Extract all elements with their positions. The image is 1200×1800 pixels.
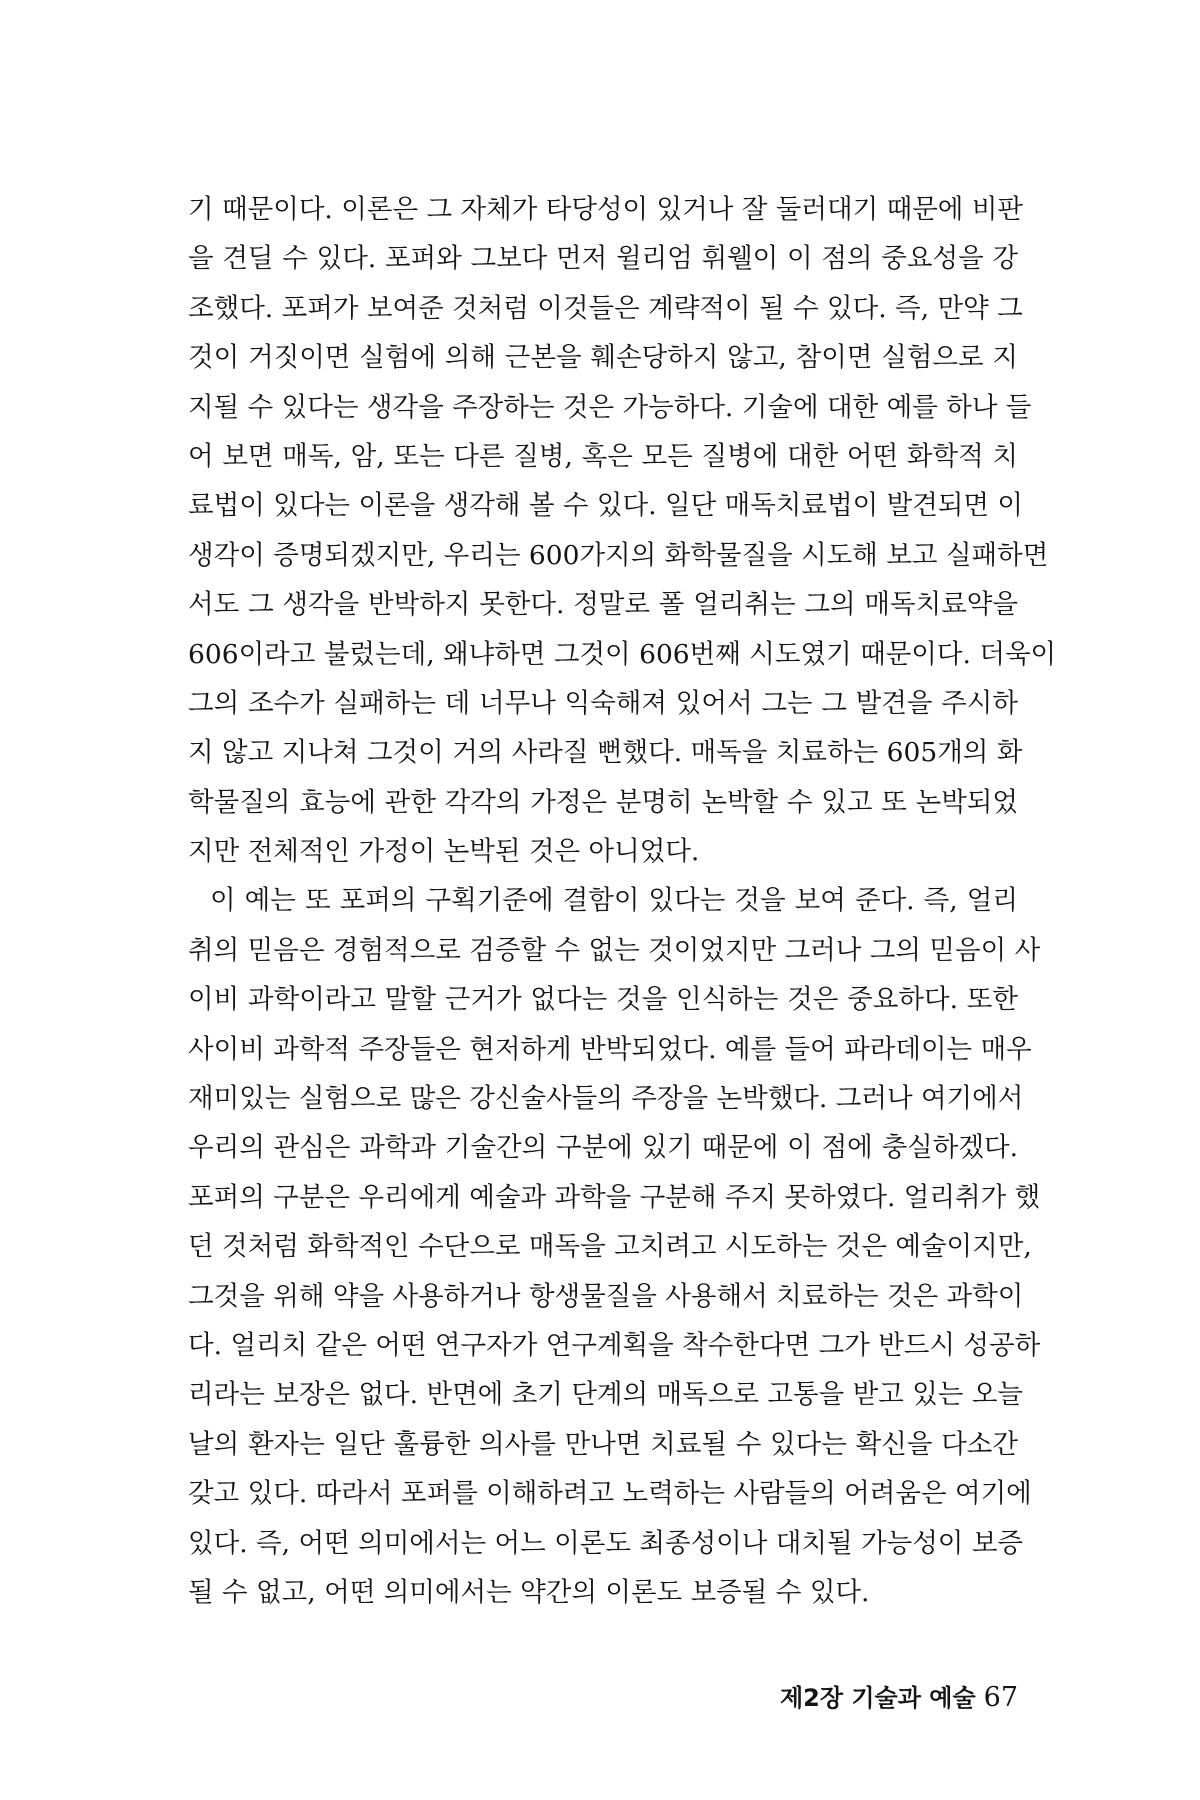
text-line: 그의 조수가 실패하는 데 너무나 익숙해져 있어서 그는 그 발견을 주시하 <box>188 687 1018 719</box>
text-line: 재미있는 실험으로 많은 강신술사들의 주장을 논박했다. 그러나 여기에서 <box>188 1083 1024 1115</box>
text-line: 갖고 있다. 따라서 포퍼를 이해하려고 노력하는 사람들의 어려움은 여기에 <box>188 1478 1032 1510</box>
chapter-title: 제2장 기술과 예술 <box>779 1684 976 1712</box>
text-line: 리라는 보장은 없다. 반면에 초기 단계의 매독으로 고통을 받고 있는 오늘 <box>188 1379 1024 1411</box>
text-line: 다. 얼리치 같은 어떤 연구자가 연구계획을 착수한다면 그가 반드시 성공하 <box>188 1329 1041 1361</box>
paragraph-1 <box>188 185 1057 876</box>
text-line: 어 보면 매독, 암, 또는 다른 질병, 혹은 모든 질병에 대한 어떤 화학적 치 <box>188 440 1018 472</box>
text-line: 조했다. 포퍼가 보여준 것처럼 이것들은 계략적이 될 수 있다. 즉, 만약 그 <box>188 292 1023 324</box>
text-line: 될 수 없고, 어떤 의미에서는 약간의 이론도 보증될 수 있다. <box>188 1576 870 1608</box>
text-line: 생각이 증명되겠지만, 우리는 600가지의 화학물질을 시도해 보고 실패하면 <box>188 539 1049 571</box>
paragraph-2 <box>188 876 1041 1617</box>
text-line: 료법이 있다는 이론을 생각해 볼 수 있다. 일단 매독치료법이 발견되면 이 <box>188 490 1024 522</box>
text-line: 우리의 관심은 과학과 기술간의 구분에 있기 때문에 이 점에 충실하겠다. <box>188 1132 1018 1164</box>
text-line: 을 견딜 수 있다. 포퍼와 그보다 먼저 윌리엄 휘웰이 이 점의 중요성을 강 <box>188 243 1018 275</box>
text-line: 던 것처럼 화학적인 수단으로 매독을 고치려고 시도하는 것은 예술이지만, <box>188 1231 1032 1263</box>
text-line: 이 예는 또 포퍼의 구획기준에 결함이 있다는 것을 보여 준다. 즉, 얼리 <box>210 885 1018 917</box>
text-line: 그것을 위해 약을 사용하거나 항생물질을 사용해서 치료하는 것은 과학이 <box>188 1280 1024 1312</box>
text-line: 서도 그 생각을 반박하지 못한다. 정말로 폴 얼리취는 그의 매독치료약을 <box>188 589 1018 621</box>
text-line: 것이 거짓이면 실험에 의해 근본을 훼손당하지 않고, 참이면 실험으로 지 <box>188 342 1018 374</box>
page-footer <box>640 1678 1018 1713</box>
text-line: 606이라고 불렀는데, 왜냐하면 그것이 606번째 시도였기 때문이다. 더욱이 <box>188 638 1057 670</box>
text-line: 기 때문이다. 이론은 그 자체가 타당성이 있거나 잘 둘러대기 때문에 비판 <box>188 194 1024 225</box>
text-line: 있다. 즉, 어떤 의미에서는 어느 이론도 최종성이나 대치될 가능성이 보증 <box>188 1527 1024 1559</box>
text-line: 학물질의 효능에 관한 각각의 가정은 분명히 논박할 수 있고 또 논박되었 <box>188 786 1018 818</box>
text-line: 지만 전체적인 가정이 논박된 것은 아니었다. <box>188 836 700 868</box>
text-line: 취의 믿음은 경험적으로 검증할 수 없는 것이었지만 그러나 그의 믿음이 사 <box>188 934 1041 966</box>
text-line: 지될 수 있다는 생각을 주장하는 것은 가능하다. 기술에 대한 예를 하나 들 <box>188 391 1032 423</box>
text-line: 포퍼의 구분은 우리에게 예술과 과학을 구분해 주지 못하였다. 얼리취가 했 <box>188 1181 1041 1213</box>
text-line: 사이비 과학적 주장들은 현저하게 반박되었다. 예를 들어 파라데이는 매우 <box>188 1033 1032 1065</box>
text-line: 날의 환자는 일단 훌륭한 의사를 만나면 치료될 수 있다는 확신을 다소간 <box>188 1428 1018 1460</box>
body-text <box>188 185 1057 1617</box>
text-line: 지 않고 지나쳐 그것이 거의 사라질 뻔했다. 매독을 치료하는 605개의 화 <box>188 737 1023 769</box>
page-number: 67 <box>983 1682 1018 1713</box>
text-line: 이비 과학이라고 말할 근거가 없다는 것을 인식하는 것은 중요하다. 또한 <box>188 984 1018 1016</box>
